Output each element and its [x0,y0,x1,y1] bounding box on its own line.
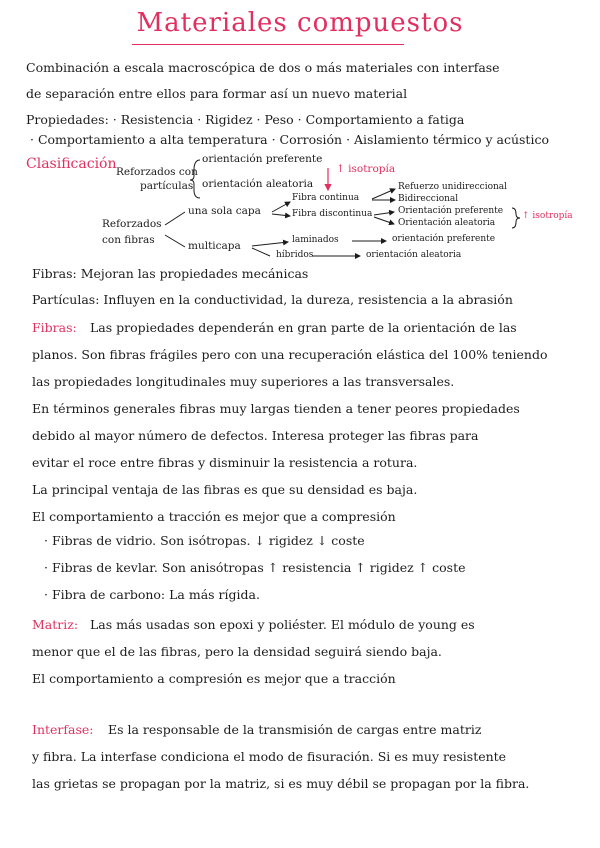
particles-name-2: partículas [140,180,194,192]
fibras-line-8: El comportamiento a tracción es mejor que a compresión [32,509,396,524]
continuous-option-bidirectional: Bidireccional [398,194,459,204]
laminated-option-preferente: orientación preferente [392,234,496,244]
fibras-line-5: debido al mayor número de defectos. Interesa proteger las fibras para [32,428,479,443]
hybrids-option-aleatoria: orientación aleatoria [366,250,462,260]
particles-name-1: Reforzados con [116,166,198,178]
properties-line-2: · Comportamiento a alta temperatura · Corrosión · Aislamiento térmico y acústico [30,132,549,147]
interfase-line-1: Es la responsable de la transmisión de cargas entre matriz [108,722,482,737]
interfase-line-3: las grietas se propagan por la matriz, si es muy débil se propagan por la fibra. [32,776,530,791]
interfase-line-2: y fibra. La interfase condiciona el modo de fisuración. Si es muy resistente [32,749,507,764]
summary-particles: Partículas: Influyen en la conductividad, la dureza, resistencia a la abrasión [32,292,513,307]
fibras-bullet-2: · Fibras de kevlar. Son anisótropas ↑ resistencia ↑ rigidez ↑ coste [44,560,466,575]
fibras-line-3: las propiedades longitudinales muy superiores a las transversales. [32,374,455,389]
matriz-line-2: menor que el de las fibras, pero la densidad seguirá siendo baja. [32,644,442,659]
classification-label: Clasificación [26,156,117,172]
particles-isotropy-note: ↑ isotropía [336,163,396,175]
fibras-line-6: evitar el roce entre fibras y disminuir la resistencia a rotura. [32,455,418,470]
fibras-bullet-3: · Fibra de carbono: La más rígida. [44,587,260,602]
summary-fibers: Fibras: Mejoran las propiedades mecánicas [32,266,309,281]
fibers-single-layer: una sola capa [188,205,261,217]
intro-line-1: Combinación a escala macroscópica de dos o más materiales con interfase [26,60,500,75]
fibras-bullet-1: · Fibras de vidrio. Son isótropas. ↓ rigidez ↓ coste [44,533,365,548]
particles-option-preferente: orientación preferente [202,153,323,165]
fibers-hybrids: híbridos [276,250,314,260]
particles-option-aleatoria: orientación aleatoria [202,178,314,190]
continuous-option-unidirectional: Refuerzo unidireccional [398,182,508,192]
matriz-line-1: Las más usadas son epoxi y poliéster. El módulo de young es [90,617,475,632]
fibers-name-2: con fibras [102,234,155,246]
fibras-line-1: Las propiedades dependerán en gran parte de la orientación de las [90,320,517,335]
page-title: Materiales compuestos [136,8,464,38]
fibers-multilayer: multicapa [188,240,241,252]
matriz-label: Matriz: [32,617,79,632]
fibers-name-1: Reforzados [102,218,162,230]
title-underline [132,44,404,45]
fibers-isotropy-note: ↑ isotropía [522,211,573,221]
fibras-line-7: La principal ventaja de las fibras es que su densidad es baja. [32,482,418,497]
fibras-line-2: planos. Son fibras frágiles pero con una recuperación elástica del 100% teniendo [32,347,548,362]
properties-line-1: Propiedades: · Resistencia · Rigidez · Peso · Comportamiento a fatiga [26,112,465,127]
intro-line-2: de separación entre ellos para formar así un nuevo material [26,86,408,101]
discontinuous-option-aleatoria: Orientación aleatoria [398,218,496,228]
fibers-continuous: Fibra continua [292,193,360,203]
matriz-line-3: El comportamiento a compresión es mejor que a tracción [32,671,396,686]
discontinuous-option-preferente: Orientación preferente [398,206,504,216]
fibers-discontinuous: Fibra discontinua [292,209,373,219]
interfase-label: Interfase: [32,722,94,737]
fibras-line-4: En términos generales fibras muy largas tienden a tener peores propiedades [32,401,520,416]
fibers-laminated: laminados [292,235,339,245]
fibras-label: Fibras: [32,320,77,335]
